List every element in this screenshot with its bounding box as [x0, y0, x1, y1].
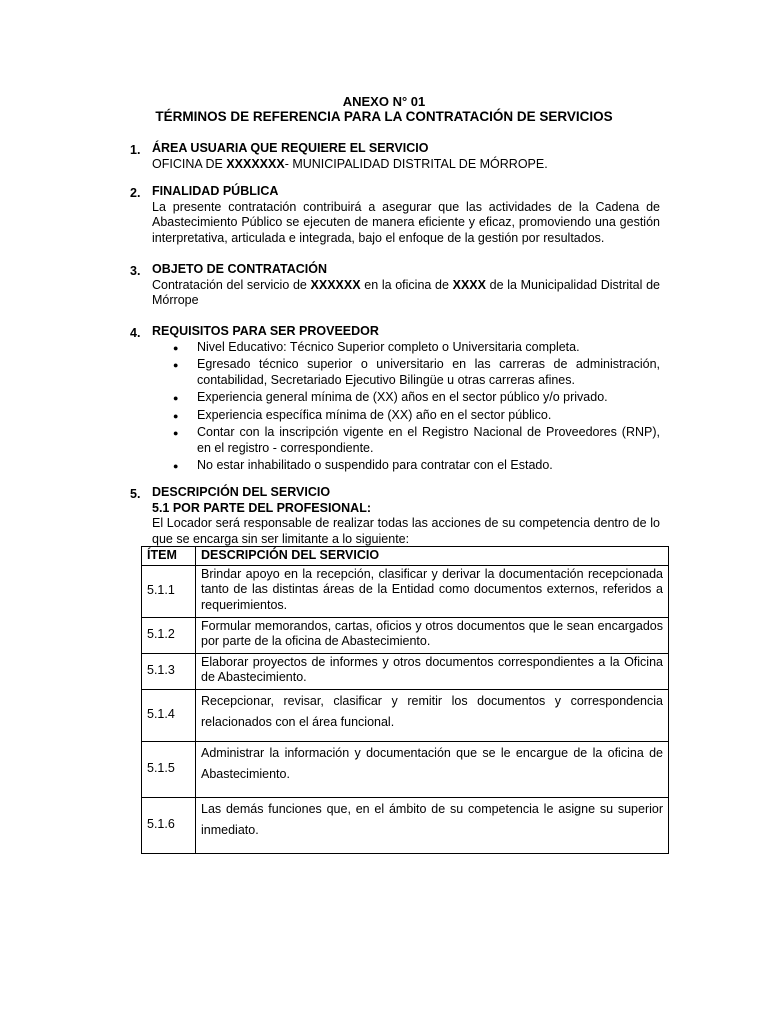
section-3-heading: OBJETO DE CONTRATACIÓN: [152, 262, 328, 276]
section-3-bold-a: XXXXXX: [310, 277, 361, 292]
item-number: 5.1.2: [142, 617, 196, 653]
section-1: [152, 141, 660, 172]
section-5-subheading: 5.1 POR PARTE DEL PROFESIONAL:: [152, 500, 372, 515]
item-description: Elaborar proyectos de informes y otros documentos correspondientes a la Oficina de Abastecimiento.: [196, 653, 669, 689]
item-number: 5.1.6: [142, 797, 196, 853]
section-1-text-bold: XXXXXXX: [226, 156, 285, 171]
section-1-text-post: - MUNICIPALIDAD DISTRITAL DE MÓRROPE.: [284, 156, 548, 171]
item-number: 5.1.4: [142, 689, 196, 741]
section-2-heading: FINALIDAD PÚBLICA: [152, 184, 279, 198]
requirements-list: [152, 340, 660, 474]
section-1-text: [152, 157, 660, 173]
item-number: 5.1.3: [142, 653, 196, 689]
section-3-text-b: en la oficina de: [360, 277, 453, 292]
section-2-text: La presente contratación contribuirá a asegurar que las actividades de la Cadena de Abastecimiento Público se ejecuten de manera eficiente y eficaz, promoviendo una gestión interpretativa, articulada e integrada, bajo el enfoque de la gestión por resultados.: [152, 199, 660, 245]
document-title: TÉRMINOS DE REFERENCIA PARA LA CONTRATACIÓN DE SERVICIOS: [155, 109, 613, 124]
section-2-number: 2.: [130, 186, 141, 200]
table-row: [142, 797, 669, 853]
list-item: ● Experiencia general mínima de (XX) años en el sector público y/o privado.: [173, 390, 660, 406]
item-description: Recepcionar, revisar, clasificar y remitir los documentos y correspondencia relacionados con el área funcional.: [196, 689, 669, 741]
section-1-heading: ÁREA USUARIA QUE REQUIERE EL SERVICIO: [152, 141, 429, 155]
col-desc-header: DESCRIPCIÓN DEL SERVICIO: [196, 547, 669, 566]
section-5-number: 5.: [130, 487, 141, 501]
section-5-intro: El Locador será responsable de realizar todas las acciones de su competencia dentro de lo que se encarga sin ser limitante a lo siguiente:: [152, 516, 660, 546]
section-4-heading: REQUISITOS PARA SER PROVEEDOR: [152, 324, 379, 338]
section-3-number: 3.: [130, 264, 141, 278]
table-row: [142, 565, 669, 617]
section-2: [152, 184, 660, 246]
section-3-text: [152, 278, 660, 309]
annex-number: ANEXO N° 01: [342, 94, 426, 109]
item-description: Brindar apoyo en la recepción, clasificar y derivar la documentación recepcionada tanto de las distintas áreas de la Entidad como documentos externos, referidos a requerimientos.: [196, 565, 669, 617]
section-5-heading: DESCRIPCIÓN DEL SERVICIO: [152, 485, 331, 499]
table-header-row: [142, 547, 669, 566]
list-item: ● Nivel Educativo: Técnico Superior completo o Universitaria completa.: [173, 340, 660, 356]
section-4-number: 4.: [130, 326, 141, 340]
section-3-text-c: de la Municipalidad Distrital de Mórrope: [152, 277, 660, 307]
table-row: [142, 741, 669, 797]
col-item-header: ÍTEM: [142, 547, 196, 566]
item-number: 5.1.5: [142, 741, 196, 797]
table-row: [142, 689, 669, 741]
list-item: ● Egresado técnico superior o universitario en las carreras de administración, contabilidad, Secretariado Ejecutivo Bilingüe u otras carreras afines.: [173, 357, 660, 388]
section-3-bold-b: XXXX: [452, 277, 486, 292]
section-5: [152, 485, 660, 547]
item-number: 5.1.1: [142, 565, 196, 617]
table-row: [142, 617, 669, 653]
service-table: [141, 546, 669, 854]
item-description: Las demás funciones que, en el ámbito de su competencia le asigne su superior inmediato.: [196, 797, 669, 853]
list-item: ● Contar con la inscripción vigente en el Registro Nacional de Proveedores (RNP), en el registro - correspondiente.: [173, 425, 660, 456]
item-description: Formular memorandos, cartas, oficios y otros documentos que le sean encargados por parte de la oficina de Abastecimiento.: [196, 617, 669, 653]
table-row: [142, 653, 669, 689]
section-4: [152, 324, 660, 476]
item-description: Administrar la información y documentación que se le encargue de la oficina de Abastecimiento.: [196, 741, 669, 797]
section-1-number: 1.: [130, 143, 141, 157]
section-1-text-pre: OFICINA DE: [152, 156, 227, 171]
list-item: ● Experiencia específica mínima de (XX) año en el sector público.: [173, 408, 660, 424]
section-3: [152, 262, 660, 309]
list-item: ● No estar inhabilitado o suspendido para contratar con el Estado.: [173, 458, 660, 474]
section-3-text-a: Contratación del servicio de: [152, 277, 311, 292]
